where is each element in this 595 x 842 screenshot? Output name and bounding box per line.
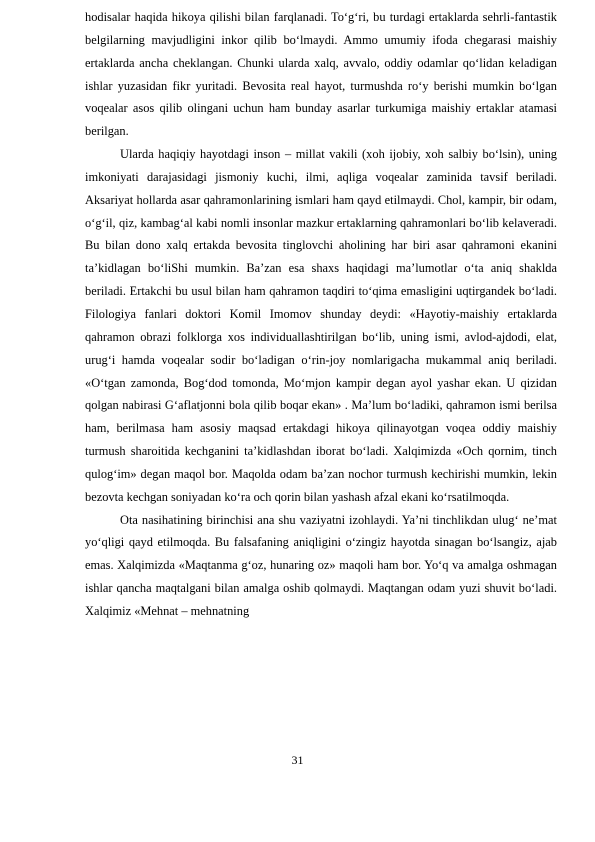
body-text [85,6,557,623]
paragraph-2: Ularda haqiqiy hayotdagi inson – millat vakili (xoh ijobiy, xoh salbiy bo‘lsin), uning imkoniyati darajasidagi jismoniy kuchi, ilmi, aqliga voqealar zaminida tavsif beriladi. Aksariyat hollarda asar qahramonlarining ismlari ham qayd etilmaydi. Chol, kampir, bir odam, o‘g‘il, qiz, kambag‘al kabi nomli insonlar mazkur ertaklarning qahramonlari bo‘lib kelaveradi. Bu bilan dono xalq ertakda bevosita tinglovchi aholining har biri asar qahramoni ekanini ta’kidlagan bo‘liShi mumkin. Ba’zan esa shaxs haqidagi ma’lumotlar o‘ta aniq shaklda beriladi. Ertakchi bu usul bilan ham qahramon taqdiri to‘qima emasligini uqtirgandek bo‘ladi. Filologiya fanlari doktori Komil Imomov shunday deydi: «Hayotiy-maishiy ertaklarda qahramon obrazi folklorga xos individuallashtirilgan bo‘lib, uning ismi, avlod-ajdodi, elat, urug‘i hamda voqealar sodir bo‘ladigan o‘rin-joy nomlarigacha mukammal aniq beriladi. «O‘tgan zamonda, Bog‘dod tomonda, Mo‘mjon kampir degan ayol yashar ekan. U qizidan qolgan nabirasi G‘aflatjonni bola qilib boqar ekan» . Ma’lum bo‘ladiki, qahramon ismi berilsa ham, berilmasa ham asosiy maqsad ertakdagi hikoya qilinayotgan voqea oddiy maishiy turmush sharoitida kechganini ta’kidlashdan iborat bo‘ladi. Xalqimizda «Och qornim, tinch qulog‘im» degan maqol bor. Maqolda odam ba’zan nochor turmush kechirishi mumkin, lekin bezovta kechgan soniyadan ko‘ra och qorin bilan yashash afzal ekani ko‘rsatilmoqda. [85,147,557,504]
paragraph-3: Ota nasihatining birinchisi ana shu vaziyatni izohlaydi. Ya’ni tinchlikdan ulug‘ ne’mat yo‘qligi qayd etilmoqda. Bu falsafaning aniqligini o‘zingiz hayotda sinagan bo‘lsangiz, ajab emas. Xalqimizda «Maqtanma g‘oz, hunaring oz» maqoli ham bor. Yo‘q va amalga oshmagan ishlar qancha maqtalgani bilan amalga oshib qolmaydi. Maqtangan odam yuzi shuvit bo‘ladi. Xalqimiz «Mehnat – mehnatning [85,512,557,618]
paragraph-1: hodisalar haqida hikoya qilishi bilan farqlanadi. To‘g‘ri, bu turdagi ertaklarda sehrli-fantastik belgilarning mavjudligini inkor qilib bo‘lmaydi. Ammo umumiy ifoda chegarasi maishiy ertaklarda ancha cheklangan. Chunki ularda xalq, avvalo, oddiy odamlar qo‘lidan keladigan ishlar yuzasidan fikr yuritadi. Bevosita real hayot, turmushda ro‘y berishi mumkin bo‘lgan voqealar asos qilib olingani uchun ham bunday asarlar turkumiga maishiy ertaklar atamasi berilgan. [85,10,557,139]
page-number: 31 [291,753,304,767]
